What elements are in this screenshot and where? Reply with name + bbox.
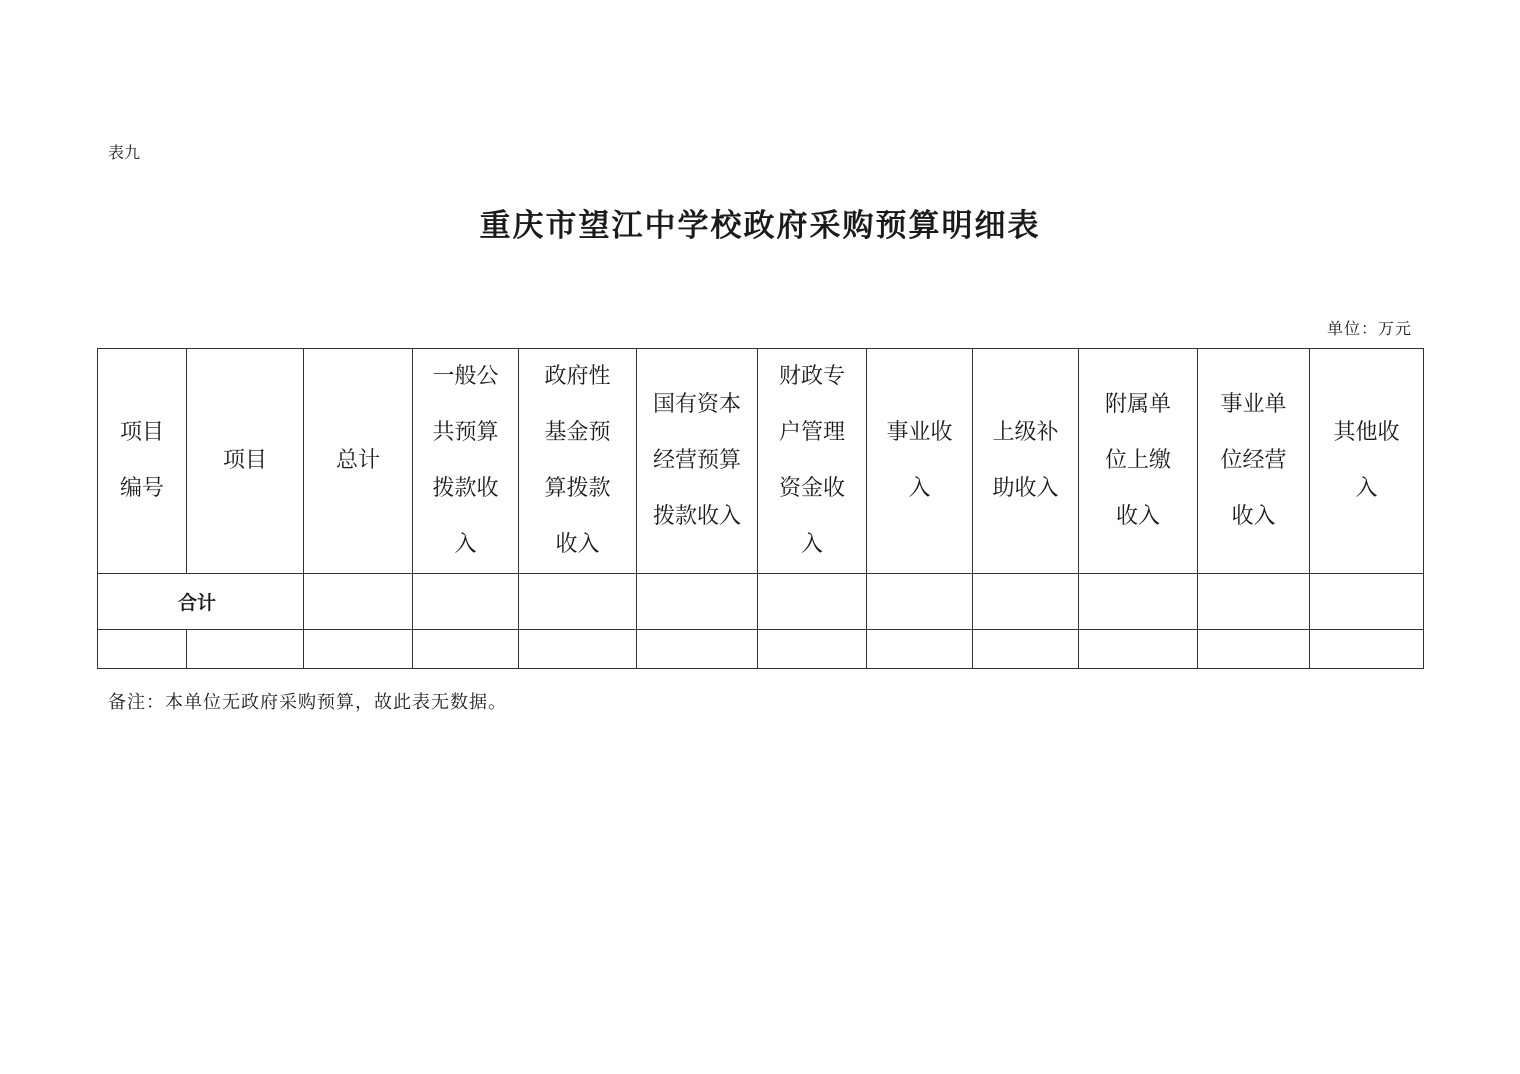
total-cell	[637, 574, 758, 630]
empty-cell	[973, 630, 1079, 669]
empty-cell	[413, 630, 519, 669]
unit-label: 单位：万元	[1326, 319, 1412, 338]
header-cell: 上级补 助收入	[973, 349, 1079, 574]
empty-row	[98, 630, 1424, 669]
table-number: 表九	[108, 143, 141, 162]
total-cell	[304, 574, 413, 630]
header-cell: 事业收 入	[867, 349, 973, 574]
footnote: 备注：本单位无政府采购预算，故此表无数据。	[108, 692, 507, 713]
empty-cell	[1310, 630, 1424, 669]
header-cell: 总计	[304, 349, 413, 574]
header-cell: 一般公 共预算 拨款收 入	[413, 349, 519, 574]
total-cell	[758, 574, 867, 630]
total-cell	[1310, 574, 1424, 630]
empty-cell	[637, 630, 758, 669]
total-row	[98, 574, 1424, 630]
total-label: 合计	[98, 574, 304, 630]
header-cell: 项目 编号	[98, 349, 187, 574]
total-cell	[519, 574, 637, 630]
total-cell	[413, 574, 519, 630]
empty-cell	[1079, 630, 1198, 669]
header-cell: 事业单 位经营 收入	[1198, 349, 1310, 574]
header-cell: 政府性 基金预 算拨款 收入	[519, 349, 637, 574]
empty-cell	[519, 630, 637, 669]
empty-cell	[98, 630, 187, 669]
header-cell: 国有资本 经营预算 拨款收入	[637, 349, 758, 574]
total-cell	[1198, 574, 1310, 630]
total-cell	[1079, 574, 1198, 630]
procurement-budget-table	[97, 348, 1424, 669]
document-title: 重庆市望江中学校政府采购预算明细表	[479, 208, 1041, 244]
header-row	[98, 349, 1424, 574]
empty-cell	[1198, 630, 1310, 669]
empty-cell	[187, 630, 304, 669]
empty-cell	[867, 630, 973, 669]
header-cell: 财政专 户管理 资金收 入	[758, 349, 867, 574]
header-cell: 其他收 入	[1310, 349, 1424, 574]
header-cell: 附属单 位上缴 收入	[1079, 349, 1198, 574]
header-cell: 项目	[187, 349, 304, 574]
total-cell	[973, 574, 1079, 630]
empty-cell	[758, 630, 867, 669]
empty-cell	[304, 630, 413, 669]
total-cell	[867, 574, 973, 630]
